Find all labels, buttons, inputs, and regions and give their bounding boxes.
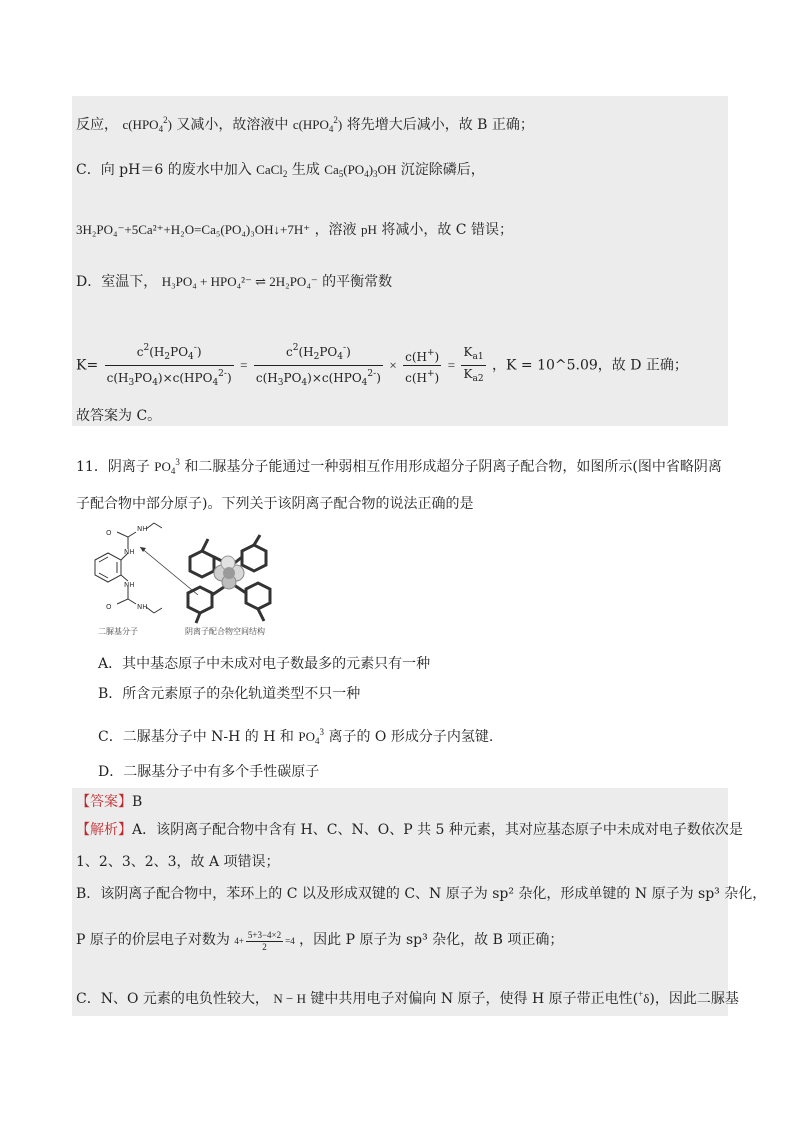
option-c[interactable]: C．二脲基分子中 N-H 的 H 和 $PO_4^3$ 离子的 O 形成分子内氢键. bbox=[98, 727, 494, 746]
solution-a-line-2: 1、2、3、2、3，故 A 项错误； bbox=[76, 854, 280, 870]
option-d[interactable]: D．二脲基分子中有多个手性碳原子 bbox=[98, 764, 320, 780]
svg-text:O: O bbox=[106, 603, 112, 611]
equilibrium-equation: H₃PO₄ + HPO₄²⁻ ⇌ 2H₂PO₄⁻ bbox=[161, 274, 318, 289]
analysis-line-d1: D．室温下， H₃PO₄ + HPO₄²⁻ ⇌ 2H₂PO₄⁻ 的平衡常数 bbox=[76, 274, 393, 290]
formula-hydroxyapatite: $Ca_5(PO_4)_3OH$ bbox=[324, 162, 397, 179]
question-11-line-1: 11．阴离子 $PO_4^3$ 和二脲基分子能通过一种弱相互作用形成超分子阴离子配合物，如图所示(图中省略阴离 bbox=[76, 457, 722, 476]
valence-pair-formula: 4+ $\frac{5+3-4\times 2}{2}$ =4 bbox=[234, 930, 295, 953]
delta-plus-icon: +δ bbox=[638, 989, 650, 1006]
formula-c-hpo4: $c(HPO_4^2)$ bbox=[122, 115, 172, 134]
anion-complex-icon bbox=[188, 535, 270, 623]
analysis-line-c2: 3H₂PO₄⁻+5Ca²⁺+H₂O=Ca₅(PO₄)₃OH↓+7H⁺ ，溶液 pH 将减小，故 C 错误； bbox=[76, 222, 513, 238]
svg-text:O: O bbox=[106, 529, 112, 537]
analysis-line-1: 反应， $c(HPO_4^2)$ 又减小，故溶液中 $c(HPO_4^2)$ 将先增大后减小，故 B 正确； bbox=[76, 115, 534, 134]
k-fraction-2: $\frac{c^2(H_2PO_4^-)}{c(H_3PO_4)\times c(HPO_4^{2-})}$ bbox=[254, 340, 383, 391]
solution-a-line-1: 【解析】A．该阴离子配合物中含有 H、C、N、O、P 共 5 种元素，其对应基态原子中未成对电子数依次是 bbox=[76, 822, 743, 838]
answer-line: 故答案为 C。 bbox=[76, 408, 162, 424]
k-fraction-1: $\frac{c^2(H_2PO_4^-)}{c(H_3PO_4)\times c(HPO_4^{2-})}$ bbox=[105, 340, 234, 391]
svg-text:NH: NH bbox=[124, 581, 135, 589]
formula-cacl2: CaCl$_2$ bbox=[256, 162, 288, 179]
answer-row bbox=[76, 792, 142, 812]
analysis-line-c1: C．向 pH＝6 的废水中加入 CaCl$_2$ 生成 $Ca_5(PO_4)_3OH$ 沉淀除磷后， bbox=[76, 162, 485, 179]
k-fraction-4: $\frac{K_{a1}}{K_{a2}}$ bbox=[463, 345, 484, 384]
svg-text:NH: NH bbox=[137, 603, 148, 611]
svg-text:NH: NH bbox=[137, 525, 148, 533]
option-a[interactable]: A．其中基态原子中未成对电子数最多的元素只有一种 bbox=[98, 656, 431, 672]
solution-b-line-1: B．该阴离子配合物中，苯环上的 C 以及形成双键的 C、N 原子为 sp² 杂化，形成单键的 N 原子为 sp³ 杂化， bbox=[76, 886, 767, 902]
answer-value: B bbox=[132, 794, 143, 810]
svg-text:NH: NH bbox=[124, 548, 135, 556]
answer-tag: 【答案】 bbox=[76, 794, 132, 810]
k-fraction-3: $\frac{c(H^+)}{c(H^+)}$ bbox=[403, 345, 441, 386]
precipitation-equation: 3H₂PO₄⁻+5Ca²⁺+H₂O=Ca₅(PO₄)₃OH↓+7H⁺ bbox=[76, 222, 311, 237]
figure-right-caption: 阴离子配合物空间结构 bbox=[185, 627, 265, 636]
formula-c-hpo4-2: $c(HPO_4^2)$ bbox=[292, 115, 343, 134]
molecule-figure bbox=[70, 515, 280, 637]
figure-left-caption: 二脲基分子 bbox=[98, 627, 138, 636]
solution-c-line-1: C．N、O 元素的电负性较大， N − H 键中共用电子对偏向 N 原子，使得 H 原子带正电性(+δ)，因此二脲基 bbox=[76, 989, 739, 1007]
formula-po4: $PO_4^3$ bbox=[154, 457, 180, 476]
formula-po4-option-c: $PO_4^3$ bbox=[298, 727, 324, 746]
solution-b-line-2: P 原子的价层电子对数为 4+ $\frac{5+3-4\times 2}{2}$ =4 ，因此 P 原子为 sp³ 杂化，故 B 项正确； bbox=[76, 930, 564, 953]
equilibrium-constant-expression: K= $\frac{c^2(H_2PO_4^-)}{c(H_3PO_4)\times c(HPO_4^{2-})}$ = $\frac{c^2(H_2PO_4^-)}{c(H_3PO_4)\times c(HPO_4^{2-})}$ × $\frac{c(H^+)}{c(H^+)}$ = $\frac{K_{a1}}{K_{a2}}$ ，K = 10^5.09，故 D 正确； bbox=[76, 340, 688, 391]
question-11-line-2: 子配合物中部分原子)。下列关于该阴离子配合物的说法正确的是 bbox=[76, 496, 474, 512]
option-b[interactable]: B．所含元素原子的杂化轨道类型不只一种 bbox=[98, 686, 361, 702]
analysis-tag: 【解析】 bbox=[76, 822, 132, 838]
